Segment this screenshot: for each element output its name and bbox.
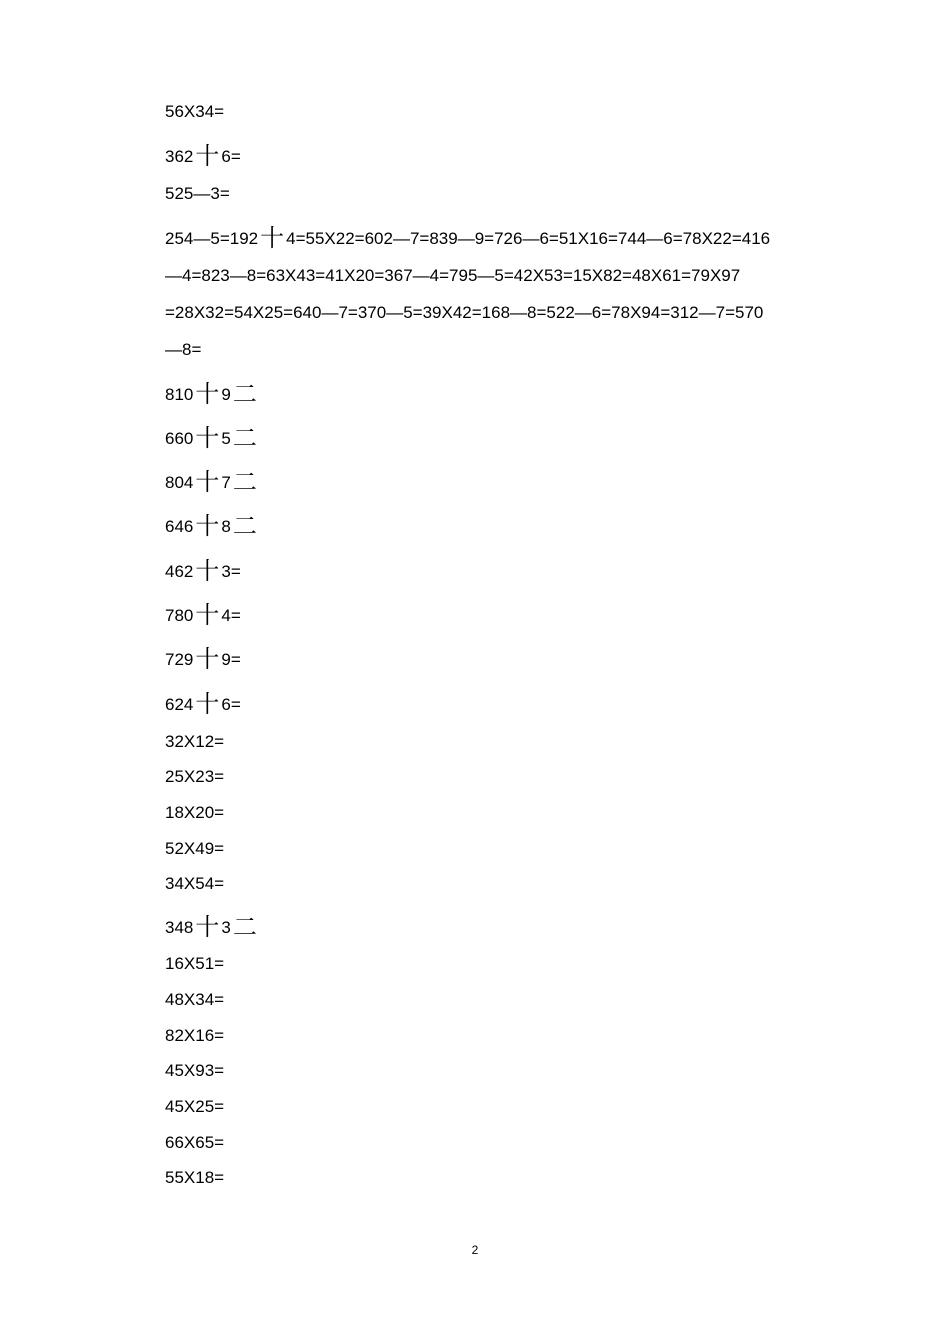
plus-sign: 十 [195, 601, 220, 629]
problem-line: 780十 4= [165, 601, 241, 629]
problem-line: 52X49= [165, 839, 225, 858]
problem-line: 624十 6= [165, 690, 241, 718]
problem-line: 34X54= [165, 874, 225, 893]
problem-line: 25X23= [165, 767, 225, 786]
plus-sign: 十 [195, 645, 220, 673]
plus-sign: 十 [195, 380, 220, 408]
problem-line: 82X16= [165, 1026, 225, 1045]
problem-line: 16X51= [165, 954, 225, 973]
plus-sign: 十 [195, 557, 220, 585]
problem-line: 804十 7二 [165, 468, 257, 496]
problem-line: 462十 3= [165, 557, 241, 585]
problem-line: 660十 5二 [165, 424, 257, 452]
problem-line: 48X34= [165, 990, 225, 1009]
equals-glyph: 二 [232, 380, 257, 408]
plus-sign: 十 [195, 913, 220, 941]
plus-sign: 十 [260, 224, 285, 252]
equals-glyph: 二 [232, 913, 257, 941]
problem-line: 525—3= [165, 184, 230, 203]
problem-line: —4=823—8=63X43=41X20=367—4=795—5=42X53=15X82=48X61=79X97 [165, 266, 741, 285]
problem-line: 45X93= [165, 1061, 225, 1080]
plus-sign: 十 [195, 512, 220, 540]
problem-line: 45X25= [165, 1097, 225, 1116]
page-number: 2 [471, 1243, 479, 1257]
plus-sign: 十 [195, 690, 220, 718]
problem-line: 729十 9= [165, 645, 241, 673]
plus-sign: 十 [195, 468, 220, 496]
problem-line: 646十 8二 [165, 512, 257, 540]
equals-glyph: 二 [232, 468, 257, 496]
problem-line: 55X18= [165, 1168, 225, 1187]
problem-line: 348十 3二 [165, 913, 257, 941]
problem-line: 32X12= [165, 732, 225, 751]
problem-line: 66X65= [165, 1133, 225, 1152]
plus-sign: 十 [195, 142, 220, 170]
problem-line: 810十 9二 [165, 380, 257, 408]
plus-sign: 十 [195, 424, 220, 452]
problem-line: 56X34= [165, 102, 225, 121]
equals-glyph: 二 [232, 512, 257, 540]
problem-line: —8= [165, 340, 202, 359]
problem-line: 362十 6= [165, 142, 241, 170]
problem-line: 254—5=192十 4=55X22=602—7=839—9=726—6=51X16=744—6=78X22=416 [165, 224, 771, 252]
problem-line: =28X32=54X25=640—7=370—5=39X42=168—8=522—6=78X94=312—7=570 [165, 303, 764, 322]
equals-glyph: 二 [232, 424, 257, 452]
problem-line: 18X20= [165, 803, 225, 822]
